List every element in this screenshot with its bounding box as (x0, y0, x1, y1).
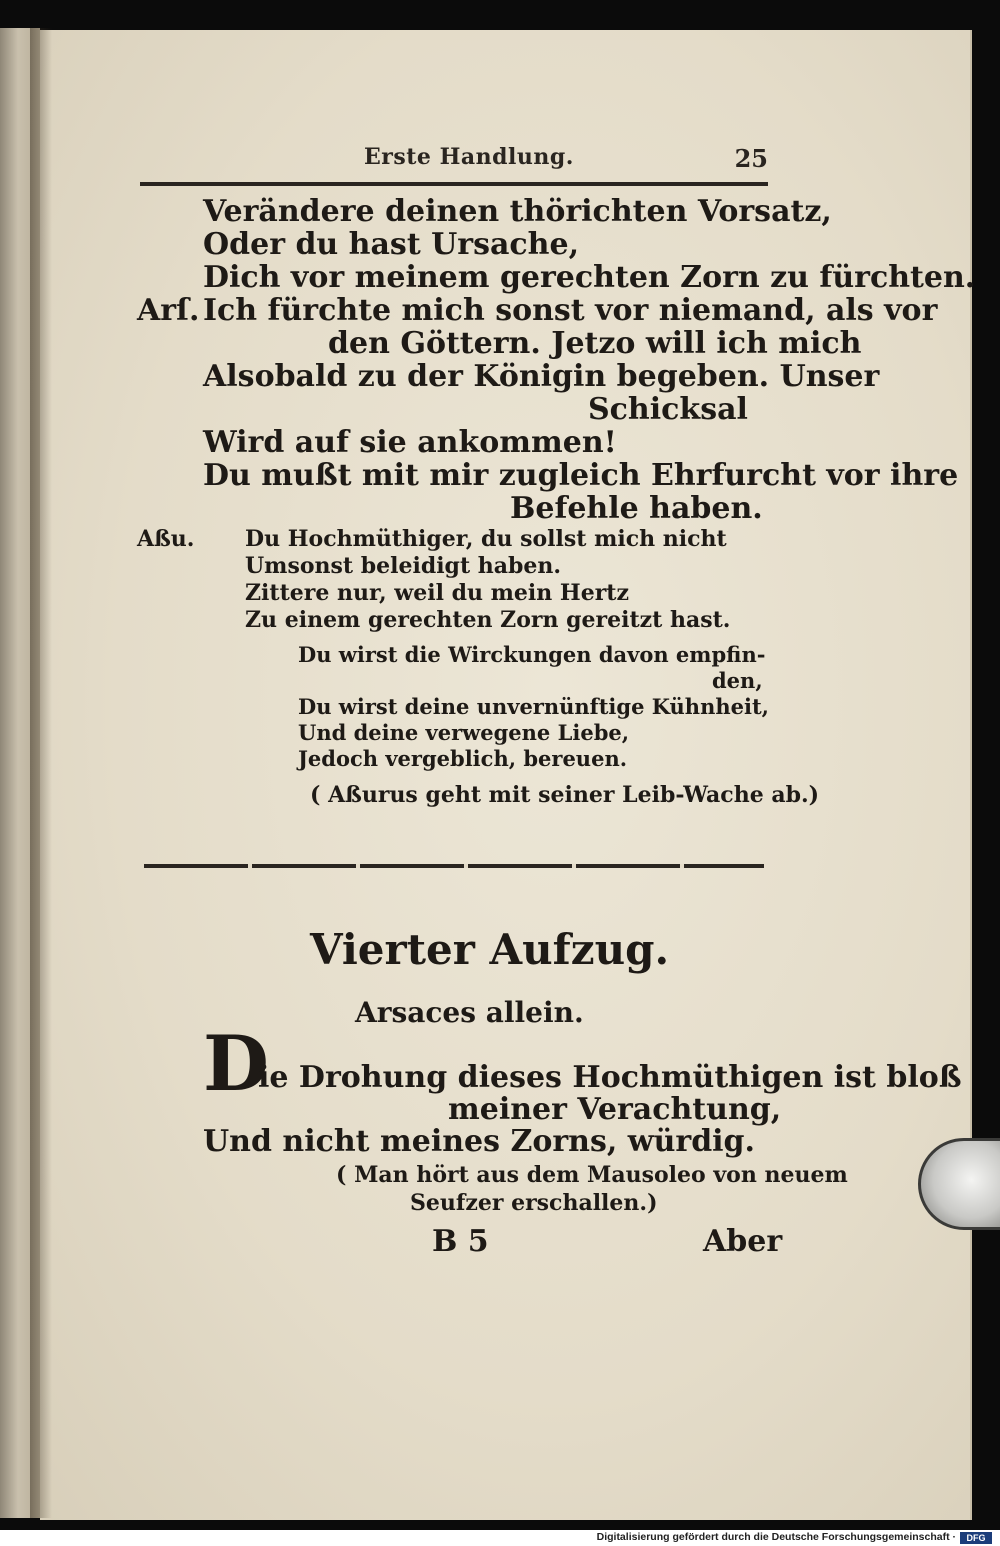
head-rule (140, 182, 768, 186)
page-clip (918, 1138, 1000, 1230)
funding-notice: Digitalisierung gefördert durch die Deutsche Forschungsgemeinschaft · (596, 1531, 956, 1543)
verse-line: meiner Verachtung, (448, 1092, 782, 1127)
verse-line: Du mußt mit mir zugleich Ehrfurcht vor ihre (203, 458, 959, 493)
page-number: 25 (734, 144, 768, 173)
stage-direction: ( Man hört aus dem Mausoleo von neuem (336, 1162, 848, 1188)
signature-mark: B 5 (432, 1224, 489, 1259)
running-head (140, 144, 768, 180)
verse-line: Oder du hast Ursache, (203, 227, 580, 262)
verse-line: den, (712, 668, 763, 693)
verse-line: Umsonst beleidigt haben. (245, 553, 562, 579)
verse-line: Zittere nur, weil du mein Hertz (245, 580, 629, 606)
stage-direction: ( Aßurus geht mit seiner Leib-Wache ab.) (310, 782, 820, 808)
verse-line: Du wirst die Wirckungen davon empfin- (298, 642, 766, 667)
verse-line: Befehle haben. (510, 491, 763, 526)
speaker-assurus: Aßu. (137, 526, 195, 552)
verse-line: Jedoch vergeblich, bereuen. (298, 746, 628, 771)
running-title: Erste Handlung. (364, 144, 574, 170)
verse-line: Und deine verwegene Liebe, (298, 720, 630, 745)
book-page (40, 30, 976, 1520)
verse-line: den Göttern. Jetzo will ich mich (328, 326, 862, 361)
drop-capital: D (203, 1019, 269, 1108)
speaker-arsaces: Arſ. (137, 293, 200, 328)
verse-line: Du wirst deine unvernünftige Kühnheit, (298, 694, 769, 719)
scene-title: Arsaces allein. (355, 996, 584, 1029)
verse-line: Zu einem gerechten Zorn gereitzt hast. (245, 607, 731, 633)
verse-line: Und nicht meines Zorns, würdig. (203, 1124, 755, 1159)
act-title: Vierter Aufzug. (310, 925, 670, 974)
verse-line: Dich vor meinem gerechten Zorn zu fürchten. (203, 260, 976, 295)
stage-direction: Seufzer erschallen.) (410, 1190, 658, 1216)
verse-line: Du Hochmüthiger, du sollst mich nicht (245, 526, 727, 552)
verse-line: Wird auf sie ankommen! (203, 425, 617, 460)
verse-line: Verändere deinen thörichten Vorsatz, (203, 194, 832, 229)
footer-bar (0, 1530, 1000, 1546)
dfg-logo-icon: DFG (960, 1532, 992, 1544)
section-rule (144, 864, 764, 868)
spine-shadow (30, 28, 52, 1518)
verse-line: Schicksal (588, 392, 748, 427)
catchword: Aber (703, 1224, 783, 1259)
verse-line: Ich fürchte mich sonst vor niemand, als vor (203, 293, 938, 328)
verse-line: ie Drohung dieses Hochmüthigen ist bloß (258, 1060, 962, 1095)
verse-line: Alsobald zu der Königin begeben. Unser (203, 359, 880, 394)
